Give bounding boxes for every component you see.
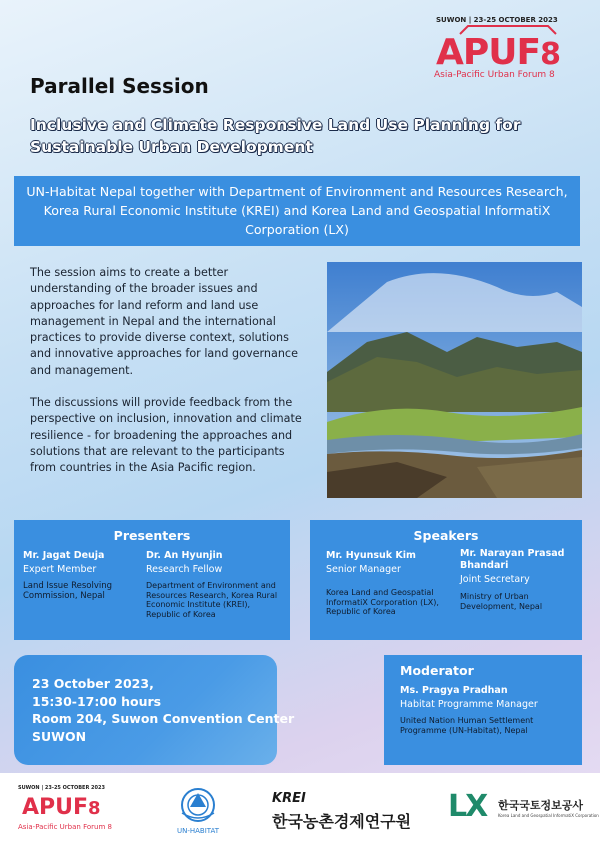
event-time: 15:30-17:00 hours bbox=[32, 693, 162, 709]
event-venue: Room 204, Suwon Convention Center bbox=[32, 711, 295, 726]
footer-apuf-tagline: Asia-Pacific Urban Forum 8 bbox=[18, 823, 112, 831]
speaker-org: Ministry of Urban Development, Nepal bbox=[460, 592, 543, 611]
presenter-card bbox=[23, 550, 135, 601]
lx-short: LX bbox=[448, 789, 487, 824]
session-title: Inclusive and Climate Responsive Land Use Planning for Sustainable Urban Development bbox=[30, 116, 521, 156]
landscape-photo bbox=[327, 262, 582, 498]
speakers-panel bbox=[310, 520, 582, 640]
moderator-org: United Nation Human Settlement Programme (UN-Habitat), Nepal bbox=[400, 716, 534, 735]
krei-logo bbox=[272, 787, 422, 837]
logo-wordmark: APUF8 bbox=[436, 32, 560, 73]
footer-apuf-wordmark: APUF8 bbox=[22, 795, 101, 820]
speaker-card bbox=[326, 550, 454, 617]
lx-english: Korea Land and Geospatial InformatiX Corporation bbox=[498, 813, 599, 818]
presenters-heading: Presenters bbox=[113, 528, 191, 543]
speaker-card bbox=[460, 548, 578, 611]
organizers-text: UN-Habitat Nepal together with Department of Environment and Resources Research, Korea Rural Economic Institute (KREI) and Korea Land and Geospatial InformatiX Corporation (LX) bbox=[26, 184, 568, 237]
footer-logos bbox=[0, 773, 600, 849]
presenter-card bbox=[146, 550, 284, 619]
krei-korean: 한국농촌경제연구원 bbox=[272, 812, 412, 831]
event-details bbox=[14, 655, 295, 765]
logo-tagline: Asia-Pacific Urban Forum 8 bbox=[434, 70, 555, 80]
moderator-name: Ms. Pragya Pradhan bbox=[400, 685, 508, 696]
session-label: Parallel Session bbox=[30, 74, 209, 98]
moderator-heading: Moderator bbox=[400, 663, 474, 678]
apuf-logo bbox=[430, 14, 590, 84]
presenters-panel bbox=[14, 520, 290, 640]
speaker-name: Mr. Narayan Prasad Bhandari bbox=[460, 548, 565, 571]
description-paragraph: The session aims to create a better understanding of the broader issues and approaches for land reform and land use management in Nepal and the international practices to provide diverse context, solutions and innovative approaches for land governance and management. bbox=[30, 266, 298, 377]
lx-korean: 한국국토정보공사 bbox=[498, 799, 584, 812]
presenter-name: Dr. An Hyunjin bbox=[146, 550, 223, 561]
event-city: SUWON bbox=[32, 728, 87, 744]
presenter-org: Department of Environment and Resources Research, Korea Rural Economic Institute (KREI), Republic of Korea bbox=[146, 581, 278, 619]
event-date: 23 October 2023, bbox=[32, 676, 154, 691]
moderator-role: Habitat Programme Manager bbox=[400, 699, 538, 710]
speakers-heading: Speakers bbox=[413, 528, 479, 543]
presenter-role: Expert Member bbox=[23, 564, 97, 575]
footer-apuf-date: SUWON | 23-25 OCTOBER 2023 bbox=[18, 785, 105, 791]
moderator-panel bbox=[384, 655, 582, 765]
speaker-role: Joint Secretary bbox=[460, 574, 530, 585]
unhabitat-logo bbox=[168, 785, 228, 841]
moderator-card bbox=[400, 685, 578, 735]
speaker-org: Korea Land and Geospatial InformatiX Corporation (LX), Republic of Korea bbox=[326, 588, 439, 616]
footer-apuf-logo bbox=[18, 785, 128, 841]
description-paragraph: The discussions will provide feedback from the perspective on inclusion, innovation and climate resilience - for broadening the approaches and solutions that are relevant to the participants from countries in the Asia Pacific region. bbox=[30, 396, 302, 475]
speaker-role: Senior Manager bbox=[326, 564, 401, 575]
lx-logo bbox=[448, 789, 598, 833]
presenter-role: Research Fellow bbox=[146, 564, 223, 575]
description bbox=[30, 265, 312, 477]
logo-date: SUWON | 23-25 OCTOBER 2023 bbox=[436, 16, 558, 24]
unhabitat-label: UN-HABITAT bbox=[176, 827, 220, 835]
organizers-band bbox=[14, 176, 580, 246]
mountain-valley-image bbox=[327, 262, 582, 498]
presenter-org: Land Issue Resolving Commission, Nepal bbox=[23, 581, 113, 601]
presenter-name: Mr. Jagat Deuja bbox=[23, 550, 105, 561]
speaker-name: Mr. Hyunsuk Kim bbox=[326, 550, 416, 561]
unhabitat-emblem-icon bbox=[168, 785, 228, 825]
krei-short: KREI bbox=[272, 791, 306, 806]
